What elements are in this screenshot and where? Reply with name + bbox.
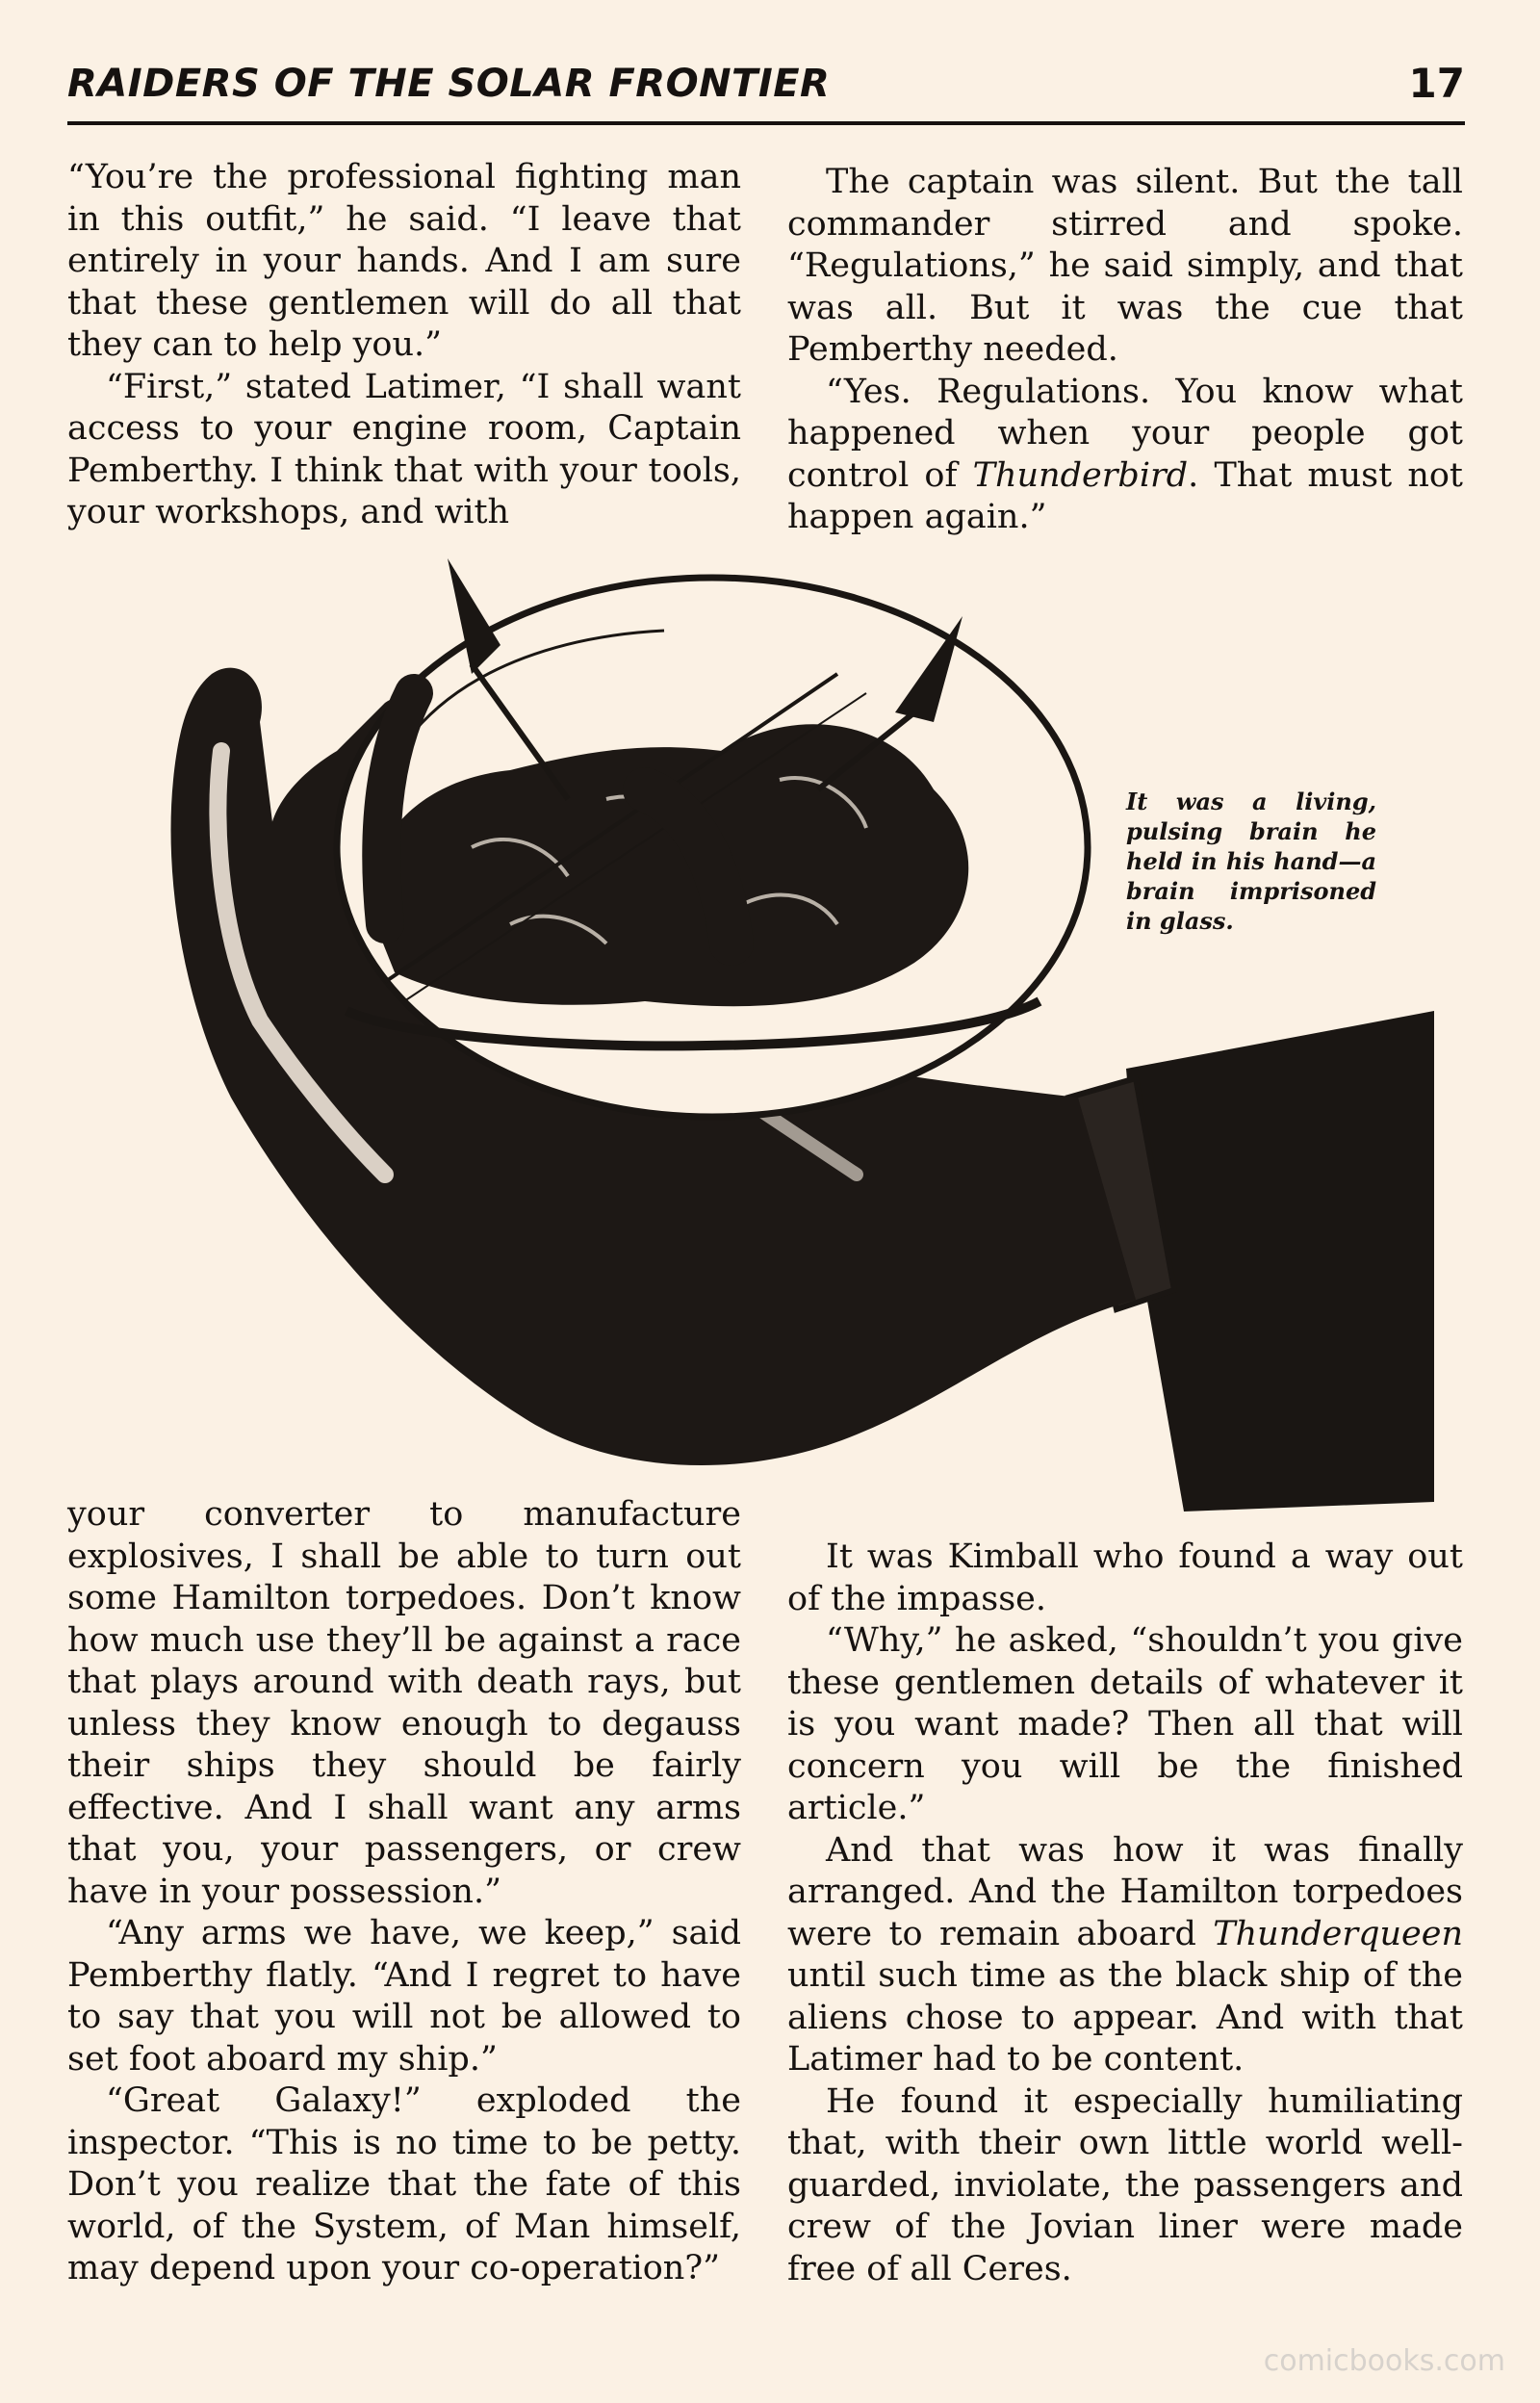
- running-header: [67, 56, 1465, 123]
- text-run: until such time as the black ship of the aliens chose to appear. And with that Latimer had to be content.: [787, 1956, 1463, 2079]
- paragraph: [787, 1830, 1463, 2081]
- column-top-right: [787, 162, 1463, 539]
- paragraph: “Great Galaxy!” exploded the inspector. “This is no time to be petty. Don’t you realize that the fate of this world, of the System, of Man himself, may depend upon your co-operation?”: [67, 2081, 741, 2287]
- paragraph: “Why,” he asked, “shouldn’t you give these gentlemen details of whatever it is you want made? Then all that will concern you will be the finished article.”: [787, 1621, 1463, 1827]
- paragraph: “You’re the professional fighting man in this outfit,” he said. “I leave that entirely in your hands. And I am sure that these gentlemen will do all that they can to help you.”: [67, 158, 741, 364]
- paragraph: It was Kimball who found a way out of the impasse.: [787, 1537, 1463, 1618]
- paragraph: The captain was silent. But the tall commander stirred and spoke. “Regulations,” he said simply, and that was all. But it was the cue that Pemberthy needed.: [787, 163, 1463, 369]
- text-run: “Yes. Regulations. You know what happened when your people got control of: [787, 372, 1463, 495]
- text-run: And that was how it was finally arranged. And the Hamilton torpedoes were to remain aboard: [787, 1830, 1463, 1953]
- column-top-left: [67, 157, 741, 534]
- column-bottom-right: [787, 1537, 1463, 2290]
- column-bottom-left: [67, 1494, 741, 2290]
- ship-name: Thunderqueen: [1213, 1914, 1463, 1953]
- illustration-caption: It was a living, pulsing brain he held in his hand—a brain imprisoned in glass.: [1126, 788, 1376, 935]
- brain-in-glass-illustration: [67, 558, 1434, 1512]
- paragraph: “Any arms we have, we keep,” said Pemberthy flatly. “And I regret to have to say that you will not be allowed to set foot aboard my ship.”: [67, 1914, 741, 2079]
- sleeve: [1126, 1011, 1434, 1512]
- site-watermark: comicbooks.com: [1263, 2344, 1505, 2378]
- header-rule: [67, 121, 1465, 125]
- paragraph: your converter to manufacture explosives, I shall be able to turn out some Hamilton torpedoes. Don’t know how much use they’ll be against a race that plays around with death rays, but unless they know enough to degauss their ships they should be fairly effective. And I shall want any arms that you, your passengers, or crew have in your possession.”: [67, 1495, 741, 1911]
- running-title: RAIDERS OF THE SOLAR FRONTIER: [67, 62, 831, 106]
- paragraph: [787, 372, 1463, 539]
- page-number: 17: [1408, 60, 1465, 107]
- paragraph: He found it especially humiliating that, with their own little world well-guarded, inviolate, the passengers and crew of the Jovian liner were made free of all Ceres.: [787, 2081, 1463, 2288]
- paragraph: “First,” stated Latimer, “I shall want access to your engine room, Captain Pemberthy. I think that with your tools, your workshops, and with: [67, 367, 741, 531]
- ship-name: Thunderbird: [972, 455, 1189, 495]
- text-run: . That must not happen again.”: [787, 455, 1463, 536]
